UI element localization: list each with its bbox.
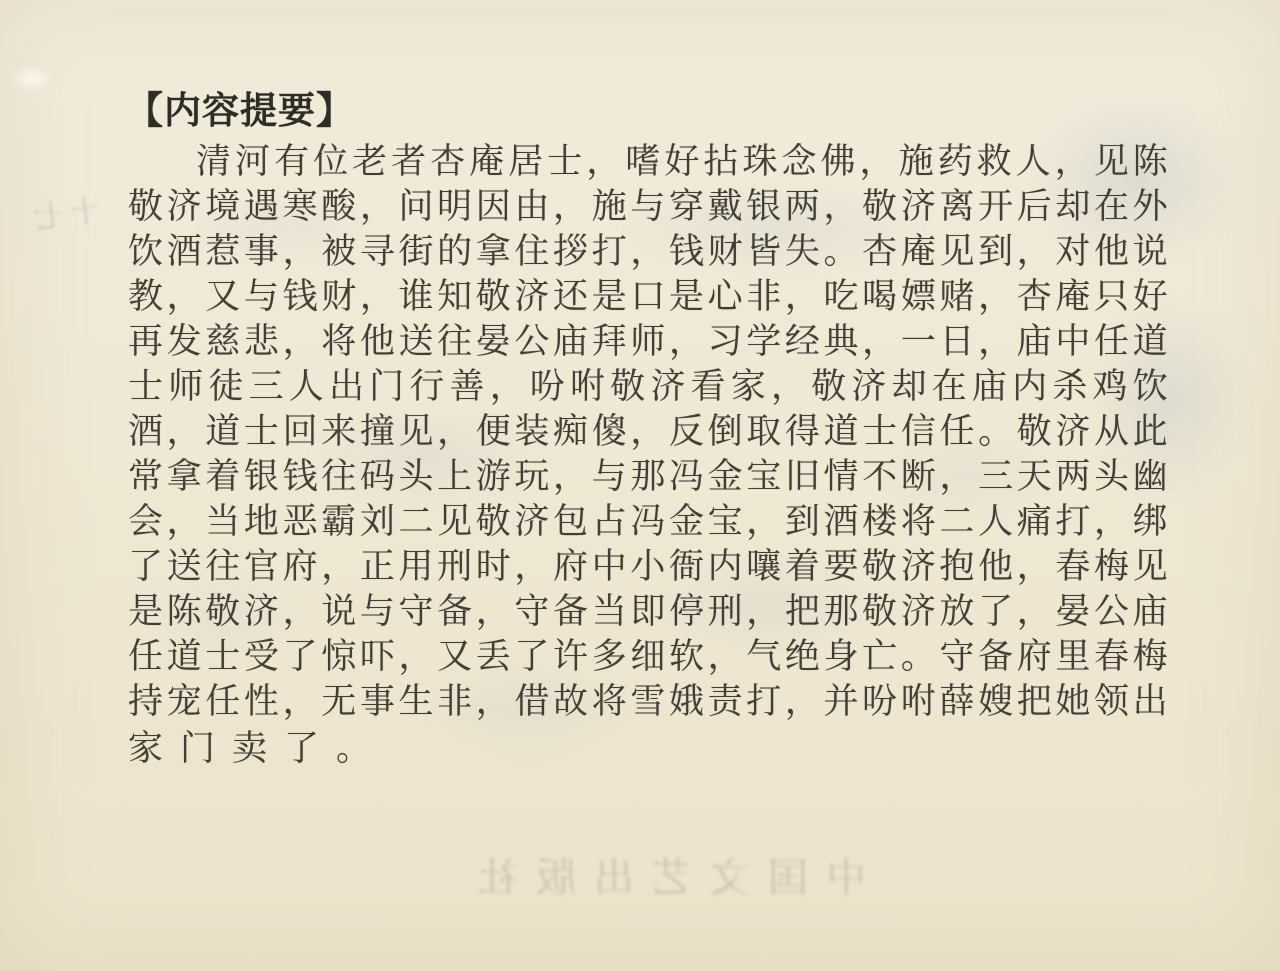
text-line: 常 拿 着 银 钱 往 码 头 上 游 玩 ， 与 那 冯 金 宝 旧 情 不 断 ， 三 天 两 头 幽 bbox=[128, 456, 1168, 496]
text-line: 酒 ， 道 士 回 来 撞 见 ， 便 装 痴 傻 ， 反 倒 取 得 道 士 信 任 。 敬 济 从 此 bbox=[128, 411, 1168, 451]
text-line: 教 ， 又 与 钱 财 ， 谁 知 敬 济 还 是 口 是 心 非 ， 吃 喝 嫖 赌 ， 杏 庵 只 好 bbox=[128, 276, 1168, 316]
text-line: 士 师 徒 三 人 出 门 行 善 ， 吩 咐 敬 济 看 家 ， 敬 济 却 在 庙 内 杀 鸡 饮 bbox=[128, 366, 1168, 406]
text-line: 了 送 往 官 府 ， 正 用 刑 时 ， 府 中 小 衙 内 嚷 着 要 敬 济 抱 他 ， 春 梅 见 bbox=[128, 546, 1168, 586]
paper-worn-spot bbox=[2, 62, 62, 96]
text-line: 持 宠 任 性 ， 无 事 生 非 ， 借 故 将 雪 娥 责 打 ， 并 吩 咐 薛 嫂 把 她 领 出 bbox=[128, 681, 1168, 721]
text-line: 是 陈 敬 济 ， 说 与 守 备 ， 守 备 当 即 停 刑 ， 把 那 敬 济 放 了 ， 晏 公 庙 bbox=[128, 591, 1168, 631]
text-line: 饮 酒 惹 事 ， 被 寻 街 的 拿 住 拶 打 ， 钱 财 皆 失 。 杏 庵 见 到 ， 对 他 说 bbox=[128, 231, 1168, 271]
bleedthrough-margin-mark: 十七 bbox=[24, 193, 103, 237]
bleedthrough-publisher-text: 中国文艺出版社 bbox=[460, 855, 866, 900]
section-title: 【内容提要】 bbox=[126, 91, 354, 132]
text-line: 清 河 有 位 老 者 杏 庵 居 士 ， 嗜 好 拈 珠 念 佛 ， 施 药 救 人 ， 见 陈 bbox=[196, 141, 1168, 181]
text-line: 任 道 士 受 了 惊 吓 ， 又 丢 了 许 多 细 软 ， 气 绝 身 亡 。 守 备 府 里 春 梅 bbox=[128, 636, 1168, 676]
summary-paragraph bbox=[128, 136, 1168, 766]
text-line: 敬 济 境 遇 寒 酸 ， 问 明 因 由 ， 施 与 穿 戴 银 两 ， 敬 济 离 开 后 却 在 外 bbox=[128, 186, 1168, 226]
text-line: 家门卖了。 bbox=[128, 729, 389, 768]
text-line: 会 ， 当 地 恶 霸 刘 二 见 敬 济 包 占 冯 金 宝 ， 到 酒 楼 将 二 人 痛 打 ， 绑 bbox=[128, 501, 1168, 541]
text-line: 再 发 慈 悲 ， 将 他 送 往 晏 公 庙 拜 师 ， 习 学 经 典 ， 一 日 ， 庙 中 任 道 bbox=[128, 321, 1168, 361]
